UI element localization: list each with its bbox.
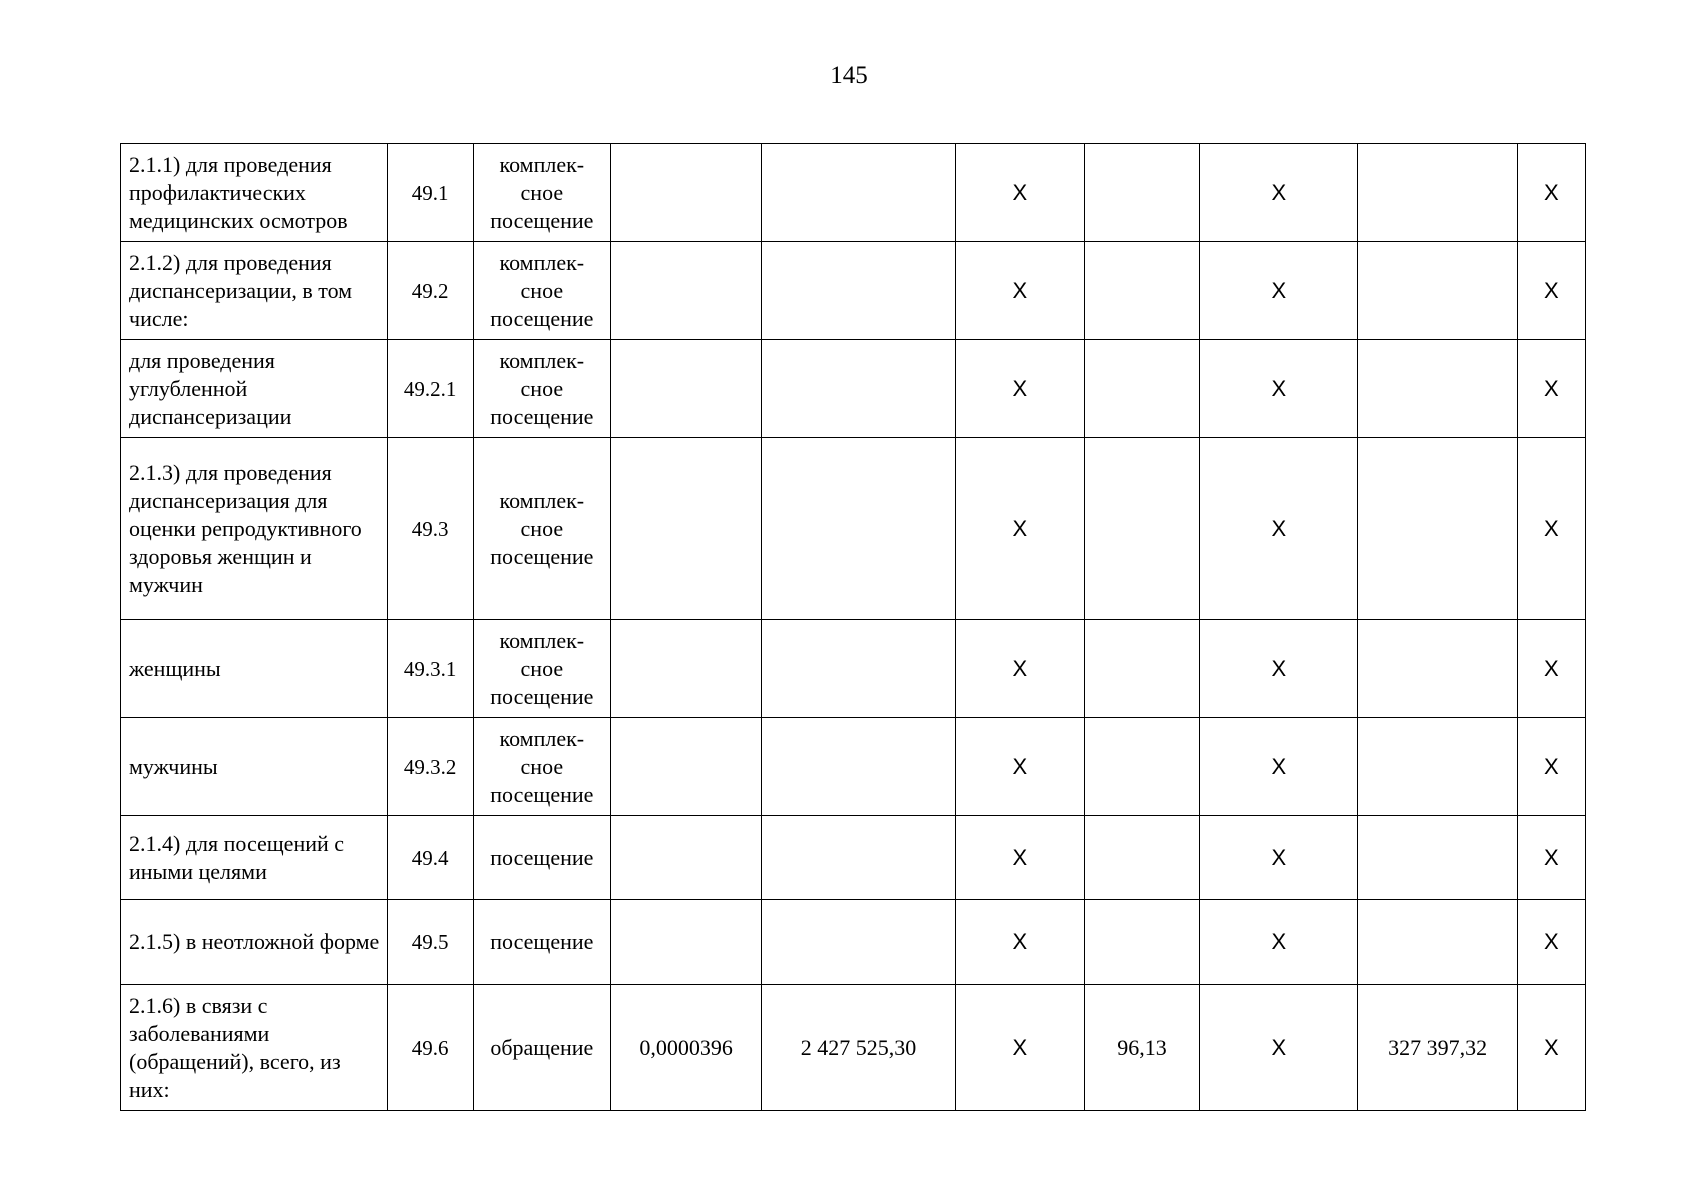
x-mark-cell: Х [1200, 718, 1358, 816]
x-mark-cell: Х [955, 340, 1084, 438]
x-mark-cell: Х [955, 718, 1084, 816]
table-row [121, 985, 1586, 1111]
row-number-cell: 49.4 [387, 816, 473, 900]
total-cell: 327 397,32 [1358, 985, 1517, 1111]
x-mark-cell: Х [1200, 340, 1358, 438]
x-mark-cell: Х [1517, 900, 1585, 985]
unit-cell: комплек-сное посещение [473, 340, 610, 438]
unit-cell: комплек-сное посещение [473, 438, 610, 620]
x-mark-cell: Х [955, 900, 1084, 985]
x-mark-cell: Х [955, 620, 1084, 718]
volume-cell [610, 438, 761, 620]
total-cell [1358, 340, 1517, 438]
page-number: 145 [830, 62, 868, 89]
x-mark-cell: Х [1200, 985, 1358, 1111]
cost-cell [762, 620, 955, 718]
cost-cell [762, 340, 955, 438]
volume-cell [610, 340, 761, 438]
per-capita-cell [1084, 816, 1199, 900]
service-name-cell: 2.1.2) для проведения диспансеризации, в том числе: [121, 242, 388, 340]
x-mark-cell: Х [1200, 620, 1358, 718]
per-capita-cell [1084, 620, 1199, 718]
volume-cell [610, 620, 761, 718]
volume-cell [610, 900, 761, 985]
x-mark-cell: Х [1517, 718, 1585, 816]
x-mark-cell: Х [1517, 340, 1585, 438]
volume-cell [610, 718, 761, 816]
volume-cell [610, 816, 761, 900]
x-mark-cell: Х [955, 816, 1084, 900]
per-capita-cell [1084, 718, 1199, 816]
service-name-cell: 2.1.1) для проведения профилактических медицинских осмотров [121, 144, 388, 242]
total-cell [1358, 620, 1517, 718]
unit-cell: посещение [473, 816, 610, 900]
unit-cell: обращение [473, 985, 610, 1111]
total-cell [1358, 718, 1517, 816]
total-cell [1358, 144, 1517, 242]
medical-care-table [120, 143, 1586, 1111]
table-row [121, 718, 1586, 816]
cost-cell [762, 144, 955, 242]
cost-cell [762, 900, 955, 985]
x-mark-cell: Х [955, 438, 1084, 620]
cost-cell [762, 816, 955, 900]
row-number-cell: 49.3.2 [387, 718, 473, 816]
row-number-cell: 49.3.1 [387, 620, 473, 718]
table-row [121, 340, 1586, 438]
unit-cell: комплек-сное посещение [473, 144, 610, 242]
x-mark-cell: Х [1517, 144, 1585, 242]
x-mark-cell: Х [1200, 900, 1358, 985]
service-name-cell: 2.1.3) для проведения диспансеризация для оценки репродуктивного здоровья женщин и мужчин [121, 438, 388, 620]
per-capita-cell [1084, 900, 1199, 985]
x-mark-cell: Х [1200, 816, 1358, 900]
cost-cell: 2 427 525,30 [762, 985, 955, 1111]
volume-cell [610, 144, 761, 242]
service-name-cell: 2.1.6) в связи с заболеваниями (обращений), всего, из них: [121, 985, 388, 1111]
table-row [121, 242, 1586, 340]
per-capita-cell [1084, 340, 1199, 438]
x-mark-cell: Х [955, 144, 1084, 242]
unit-cell: посещение [473, 900, 610, 985]
x-mark-cell: Х [1200, 144, 1358, 242]
table-row [121, 816, 1586, 900]
per-capita-cell [1084, 438, 1199, 620]
total-cell [1358, 816, 1517, 900]
table-row [121, 438, 1586, 620]
unit-cell: комплек-сное посещение [473, 242, 610, 340]
x-mark-cell: Х [1200, 242, 1358, 340]
cost-cell [762, 718, 955, 816]
table-row [121, 144, 1586, 242]
x-mark-cell: Х [1517, 620, 1585, 718]
total-cell [1358, 242, 1517, 340]
per-capita-cell: 96,13 [1084, 985, 1199, 1111]
service-name-cell: 2.1.4) для посещений с иными целями [121, 816, 388, 900]
volume-cell [610, 242, 761, 340]
service-name-cell: 2.1.5) в неотложной форме [121, 900, 388, 985]
x-mark-cell: Х [1517, 438, 1585, 620]
service-name-cell: для проведения углубленной диспансеризации [121, 340, 388, 438]
table-row [121, 620, 1586, 718]
x-mark-cell: Х [955, 985, 1084, 1111]
service-name-cell: женщины [121, 620, 388, 718]
row-number-cell: 49.3 [387, 438, 473, 620]
volume-cell: 0,0000396 [610, 985, 761, 1111]
x-mark-cell: Х [955, 242, 1084, 340]
row-number-cell: 49.2 [387, 242, 473, 340]
total-cell [1358, 900, 1517, 985]
cost-cell [762, 242, 955, 340]
per-capita-cell [1084, 144, 1199, 242]
service-name-cell: мужчины [121, 718, 388, 816]
x-mark-cell: Х [1517, 242, 1585, 340]
per-capita-cell [1084, 242, 1199, 340]
row-number-cell: 49.6 [387, 985, 473, 1111]
cost-cell [762, 438, 955, 620]
x-mark-cell: Х [1517, 816, 1585, 900]
x-mark-cell: Х [1517, 985, 1585, 1111]
row-number-cell: 49.5 [387, 900, 473, 985]
row-number-cell: 49.1 [387, 144, 473, 242]
unit-cell: комплек-сное посещение [473, 718, 610, 816]
table-row [121, 900, 1586, 985]
x-mark-cell: Х [1200, 438, 1358, 620]
unit-cell: комплек-сное посещение [473, 620, 610, 718]
total-cell [1358, 438, 1517, 620]
row-number-cell: 49.2.1 [387, 340, 473, 438]
